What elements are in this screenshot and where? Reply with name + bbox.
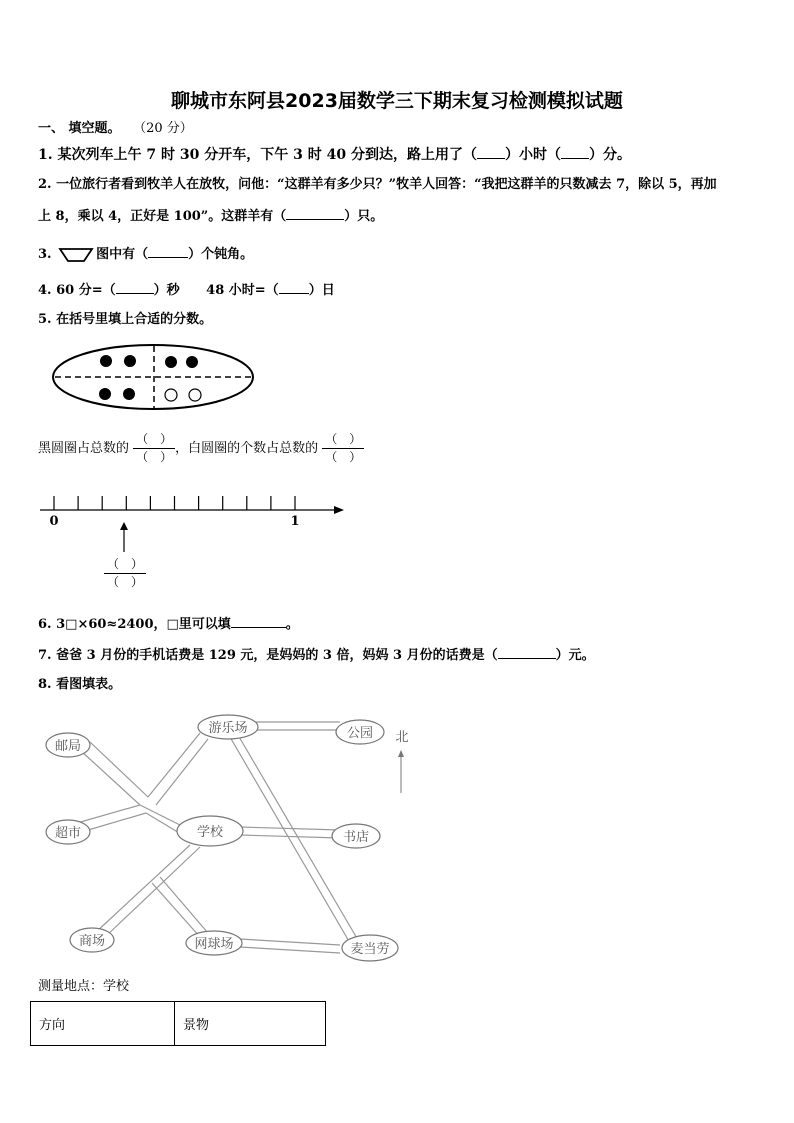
black-circle [186,356,198,368]
q1-text-a: 某次列车上午 7 时 30 分开车，下午 3 时 40 分到达，路上用了（ [57,147,477,163]
q4-text-b: ）秒 [153,283,180,298]
black-circle [123,388,135,400]
q6-number: 6. [38,617,52,632]
numerator-blank[interactable]: （ ） [106,557,143,571]
fraction-blank-black[interactable] [133,432,175,465]
table-row [31,1002,326,1046]
q1-text-b: ）小时（ [504,147,561,163]
page-title: 聊城市东阿县2023届数学三下期末复习检测模拟试题 [171,90,623,112]
q2-number: 2. [38,177,52,192]
section-label: 一、 填空题。 [38,121,121,136]
q7-number: 7. [38,648,52,663]
q6-text-b: 。 [285,617,299,632]
q7-blank[interactable] [498,646,556,659]
place-label: 公园 [346,726,374,741]
q5-sentence-b: ，白圆圈的个数占总数的 [175,441,319,456]
black-circle [165,356,177,368]
question-6 [38,615,299,633]
q2-line2-b: ）只。 [344,209,384,224]
question-4 [38,281,335,299]
white-circle [189,389,201,401]
q4-text-a: 60 分=（ [56,283,116,298]
numerator-blank[interactable]: （ ） [136,432,173,446]
q4-text-c: 48 小时=（ [206,283,279,298]
number-line [38,488,348,580]
denominator-blank[interactable]: （ ） [136,450,173,464]
direction-table [30,1001,326,1046]
place-label: 邮局 [54,739,82,754]
section-points: （20 分） [133,121,193,136]
section-heading [38,121,193,137]
circles-oval-figure [50,342,256,412]
north-arrow-icon [398,750,404,757]
table-header-scenery: 景物 [175,1002,326,1046]
up-arrow-icon [120,522,128,530]
q1-text-c: ）分。 [588,147,631,163]
number-line-zero: 0 [49,514,59,529]
q5-text: 在括号里填上合适的分数。 [56,312,213,327]
question-8 [38,677,121,693]
fraction-blank-white[interactable] [322,432,364,465]
q5-sentence-a: 黑圆圈占总数的 [38,441,130,456]
trapezoid-figure [58,247,94,263]
place-label: 麦当劳 [350,942,390,957]
white-circle [165,389,177,401]
denominator-blank[interactable]: （ ） [106,575,143,589]
q7-text-b: ）元。 [555,648,595,663]
number-line-one: 1 [290,514,300,529]
map-diagram [40,705,420,970]
q4-text-d: ）日 [308,283,335,298]
q2-line1: 一位旅行者看到牧羊人在放牧，问他：“这群羊有多少只？”牧羊人回答：“我把这群羊的只数减去 7，除以 5，再加 [56,177,717,192]
q5-number: 5. [38,312,52,327]
place-label: 超市 [54,826,82,841]
q2-blank[interactable] [286,207,344,220]
question-3 [38,245,253,263]
place-label: 学校 [196,825,224,840]
q3-text-a: 图中有（ [96,247,149,262]
black-circle [99,388,111,400]
q5-fraction-sentence [38,432,364,465]
question-7 [38,646,595,664]
black-circle [124,355,136,367]
question-2-line1 [38,177,717,193]
q3-blank[interactable] [148,245,188,258]
question-2-line2 [38,207,383,225]
place-label: 商场 [78,934,106,949]
numerator-blank[interactable]: （ ） [325,432,362,446]
black-circle [100,355,112,367]
table-header-direction: 方向 [31,1002,175,1046]
q1-number: 1. [38,147,53,163]
q6-text-a: 3□×60≈2400，□里可以填 [56,617,231,632]
q3-text-b: ）个钝角。 [188,247,254,262]
q4-number: 4. [38,283,52,298]
q1-blank-minutes[interactable] [561,146,589,159]
q7-text-a: 爸爸 3 月份的手机话费是 129 元，是妈妈的 3 倍，妈妈 3 月份的话费是（ [56,648,498,663]
q3-number: 3. [38,247,52,262]
number-line-fraction[interactable] [104,557,146,590]
q1-blank-hours[interactable] [477,146,505,159]
question-5 [38,312,212,328]
measure-label: 测量地点：学校 [38,979,130,994]
place-label: 网球场 [194,937,234,952]
question-1 [38,146,631,163]
denominator-blank[interactable]: （ ） [325,450,362,464]
q6-blank[interactable] [231,615,286,628]
q4-blank-days[interactable] [279,281,309,294]
q8-text: 看图填表。 [56,677,122,692]
q4-blank-seconds[interactable] [116,281,154,294]
north-label: 北 [395,730,409,745]
place-label: 书店 [342,830,370,845]
q2-line2-a: 上 8，乘以 4，正好是 100”。这群羊有（ [38,209,287,224]
place-label: 游乐场 [208,721,248,736]
q8-number: 8. [38,677,52,692]
